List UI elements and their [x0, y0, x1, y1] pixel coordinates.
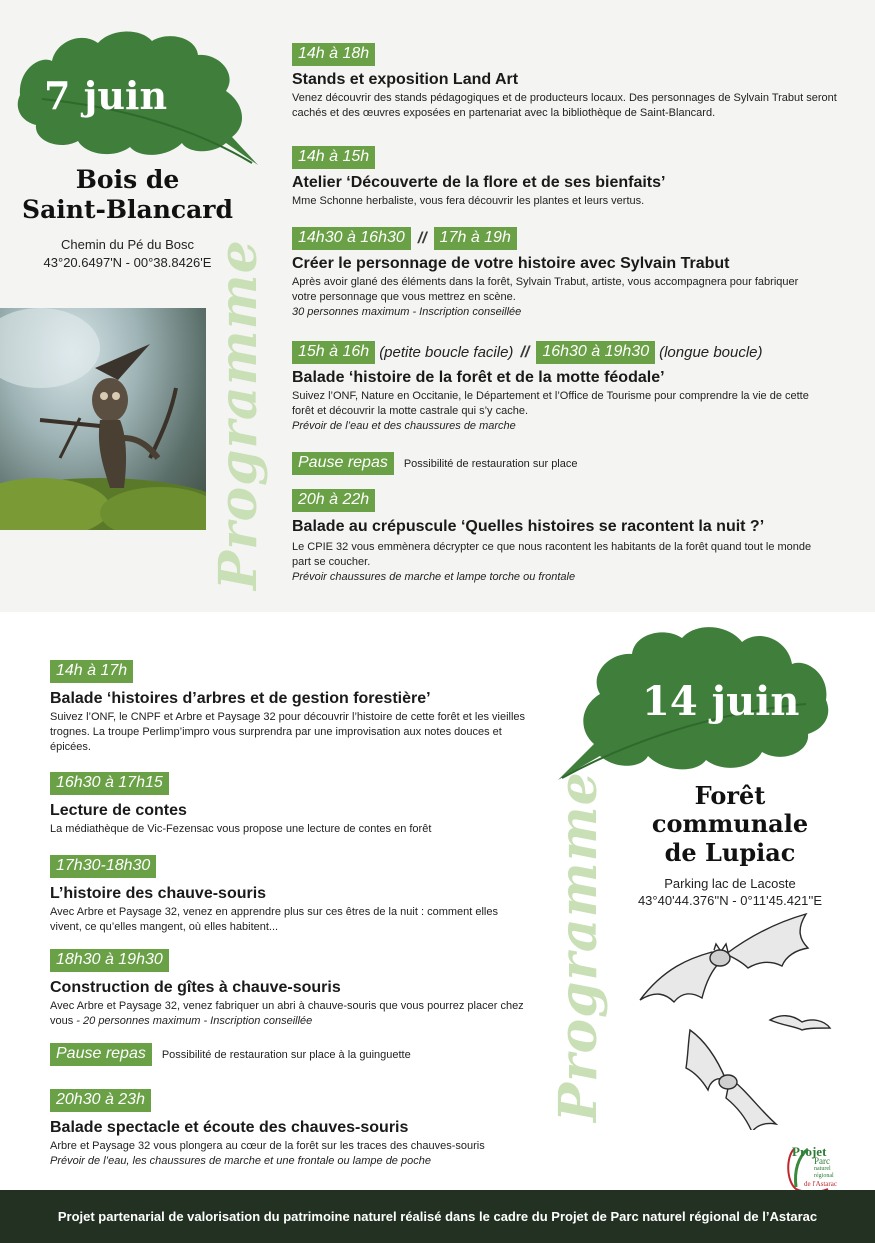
event-description-text: Avec Arbre et Paysage 32, venez fabriquer un abri à chauve-souris que vous pourrez placer chez vous	[50, 1000, 524, 1027]
event-description: La médiathèque de Vic-Fezensac vous propose une lecture de contes en forêt	[50, 823, 432, 835]
programme-vertical-label: Programme	[548, 771, 609, 1122]
bats-illustration	[630, 910, 840, 1135]
event-title: L’histoire des chauve-souris	[50, 885, 267, 902]
venue-name-line1: Forêt	[694, 781, 766, 810]
event-title: Stands et exposition Land Art	[292, 71, 519, 88]
event-balade-spectacle	[50, 1089, 540, 1169]
event-description: Suivez l’ONF, Nature en Occitanie, le Département et l’Office de Tourisme pour comprendre la vie de cette forêt et découvrir la motte castrale qui s’y cache.	[292, 390, 809, 417]
event-lecture-contes	[50, 772, 530, 837]
footer-text: Projet partenarial de valorisation du patrimoine naturel réalisé dans le cadre du Projet de Parc naturel régional de l’Astarac	[57, 1209, 818, 1224]
venue-name-line1: Bois de	[75, 165, 180, 194]
event-title: Construction de gîtes à chauve-souris	[50, 979, 341, 996]
time-badge: 14h à 17h	[50, 660, 133, 683]
event-title: Atelier ‘Découverte de la flore et de ses bienfaits’	[292, 174, 666, 191]
time-qualifier: (petite boucle facile)	[379, 344, 514, 361]
event-balade-crepuscule	[292, 489, 832, 585]
event-description: Suivez l’ONF, le CNPF et Arbre et Paysage 32 pour découvrir l’histoire de cette forêt et les vieilles trognes. La troupe Perlimp’impro vous surprendra par une improvisation aux notes douces et épicées.	[50, 711, 526, 753]
event-gites-chauve-souris	[50, 949, 530, 1029]
time-separator: //	[520, 343, 530, 361]
event-note: Prévoir de l’eau et des chaussures de marche	[292, 420, 516, 432]
time-badge: 16h30 à 17h15	[50, 772, 169, 795]
event-description: Venez découvrir des stands pédagogiques et de producteurs locaux. Des personnages de Sylvain Trabut seront cachés et des œuvres exposées en partenariat avec la bibliothèque de Saint-Blancard.	[292, 92, 837, 119]
programme-vertical-label: Programme	[208, 239, 269, 590]
event-note: Prévoir chaussures de marche et lampe torche ou frontale	[292, 571, 576, 583]
event-title: Balade spectacle et écoute des chauves-souris	[50, 1119, 409, 1136]
event-description: Avec Arbre et Paysage 32, venez en apprendre plus sur ces êtres de la nuit : comment elles vivent, ce qu’elles mangent, où elles habitent...	[50, 906, 498, 933]
event-title: Lecture de contes	[50, 802, 187, 819]
venue-name-line2: communale	[651, 809, 809, 839]
event-description: Mme Schonne herbaliste, vous fera découvrir les plantes et leurs vertus.	[292, 195, 645, 207]
time-badge: 14h à 15h	[292, 146, 375, 169]
logo-text-parc: Parc	[814, 1156, 830, 1166]
logo-text-naturel: naturel	[814, 1166, 831, 1172]
venue-coordinates: 43°20.6497'N - 00°38.8426'E	[43, 254, 212, 270]
bat-icon	[630, 910, 840, 1130]
parc-astarac-logo	[784, 1143, 850, 1193]
time-badge: 18h30 à 19h30	[50, 949, 169, 972]
logo-text-astarac: de l'Astarac	[804, 1180, 837, 1188]
venue-address: Chemin du Pé du Bosc	[61, 237, 194, 252]
oak-leaf-date-7-juin	[12, 25, 262, 170]
time-badge: 17h30-18h30	[50, 855, 156, 878]
time-separator: //	[417, 229, 427, 247]
time-badge: 14h à 18h	[292, 43, 375, 66]
time-qualifier-2: (longue boucle)	[659, 344, 763, 361]
venue-name-line3: de Lupiac	[664, 837, 796, 867]
event-description-italic: - 20 personnes maximum - Inscription conseillée	[73, 1015, 313, 1027]
event-title: Créer le personnage de votre histoire avec Sylvain Trabut	[292, 255, 730, 272]
event-pause-repas	[292, 452, 827, 475]
pause-badge: Pause repas	[50, 1043, 152, 1066]
event-balade-arbres	[50, 660, 530, 755]
time-badge-2: 17h à 19h	[434, 227, 517, 250]
event-description	[50, 999, 530, 1029]
event-histoire-chauve-souris	[50, 855, 530, 935]
event-atelier-flore	[292, 146, 837, 209]
venue-block-lupiac	[612, 782, 848, 910]
date-title: 7 juin	[44, 73, 168, 118]
venue-address: Parking lac de Lacoste	[664, 875, 796, 891]
venue-name-line2: Saint-Blancard	[22, 194, 233, 224]
date-title: 14 juin	[642, 678, 800, 725]
logo-text-projet: Projet	[792, 1144, 827, 1159]
event-balade-motte	[292, 341, 827, 434]
oak-leaf-date-14-juin	[556, 618, 834, 786]
event-title: Balade ‘histoires d’arbres et de gestion forestière’	[50, 690, 431, 707]
time-badge: 20h à 22h	[292, 489, 375, 512]
pause-badge: Pause repas	[292, 452, 394, 475]
event-personnage	[292, 227, 812, 320]
logo-text-regional: régional	[814, 1173, 834, 1179]
footer-banner	[0, 1190, 875, 1243]
venue-coordinates: 43°40'44.376''N - 0°11'45.421''E	[637, 893, 823, 909]
time-badge-2: 16h30 à 19h30	[536, 341, 655, 364]
forest-creature-photo	[0, 308, 206, 530]
event-description: Le CPIE 32 vous emmènera décrypter ce que nous racontent les habitants de la forêt quand tout le monde part se coucher.	[292, 541, 812, 568]
time-badge: 15h à 16h	[292, 341, 375, 364]
event-description: Après avoir glané des éléments dans la forêt, Sylvain Trabut, artiste, vous accompagnera pour fabriquer votre personnage que vous mettrez en scène.	[292, 276, 799, 303]
forest-creature-image	[0, 308, 206, 530]
event-pause-repas-2	[50, 1043, 530, 1066]
event-land-art	[292, 43, 837, 121]
event-note: 30 personnes maximum - Inscription conseillée	[292, 306, 522, 318]
time-badge: 14h30 à 16h30	[292, 227, 411, 250]
event-note: Prévoir de l’eau, les chaussures de marche et une frontale ou lampe de poche	[50, 1155, 431, 1167]
pause-note: Possibilité de restauration sur place à la guinguette	[161, 1048, 411, 1061]
pause-note: Possibilité de restauration sur place	[403, 457, 578, 470]
time-badge: 20h30 à 23h	[50, 1089, 151, 1112]
event-title: Balade au crépuscule ‘Quelles histoires se racontent la nuit ?’	[292, 518, 765, 535]
event-description: Arbre et Paysage 32 vous plongera au cœur de la forêt sur les traces des chauves-souris	[50, 1140, 485, 1152]
event-title: Balade ‘histoire de la forêt et de la motte féodale’	[292, 369, 665, 386]
